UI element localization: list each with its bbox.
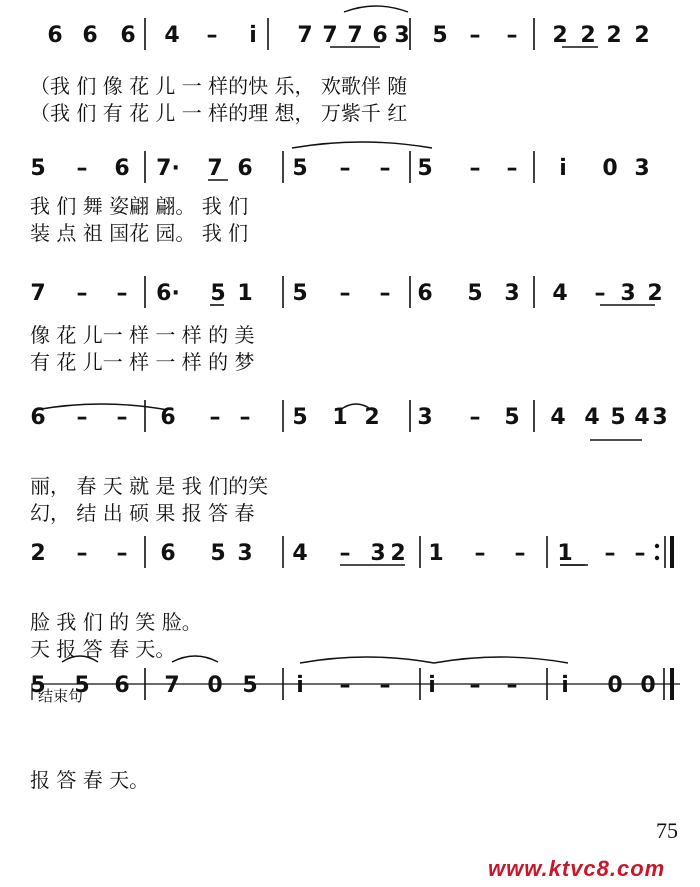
repeat-dot — [655, 556, 659, 560]
note: 5 — [30, 673, 46, 698]
note: 1 — [332, 405, 348, 430]
dash-note: – — [506, 23, 518, 48]
note: 6 — [160, 541, 176, 566]
note: 1 — [237, 281, 253, 306]
dash-note: – — [594, 281, 606, 306]
lyric-line: 我 们 舞 姿翩 翩。 我 们 — [30, 194, 249, 218]
lyric-line: 有 花 儿一 样 一 样 的 梦 — [30, 350, 255, 374]
note: 5 — [74, 673, 90, 698]
note: 5 — [504, 405, 520, 430]
lyric-line: 装 点 祖 国花 园。 我 们 — [30, 221, 249, 245]
note: 4 — [584, 405, 600, 430]
note: 3 — [504, 281, 520, 306]
note: 4 — [634, 405, 650, 430]
note: 2 — [606, 23, 622, 48]
note: 7 — [164, 673, 180, 698]
watermark: www.ktvc8.com — [488, 856, 666, 881]
note: 5 — [292, 281, 308, 306]
note: 3 — [634, 156, 650, 181]
note: 6 — [160, 405, 176, 430]
lyric-line: 天 报 答 春 天。 — [30, 637, 176, 661]
note: 7 — [322, 23, 338, 48]
note: 1 — [428, 541, 444, 566]
lyric-line: （我 们 像 花 儿 一 样的快 乐， 欢歌伴 随 — [30, 74, 408, 98]
dash-note: – — [514, 541, 526, 566]
tie-slur — [300, 657, 434, 663]
dash-note: – — [116, 281, 128, 306]
note: 6 — [120, 23, 136, 48]
dash-note: – — [379, 673, 391, 698]
dash-note: – — [506, 156, 518, 181]
note: 7· — [156, 156, 180, 181]
dash-note: – — [604, 541, 616, 566]
page-number: 75 — [656, 818, 678, 843]
note: 6 — [82, 23, 98, 48]
note: i̇ — [561, 673, 569, 698]
tie-slur — [35, 404, 168, 410]
note: 7 — [207, 156, 223, 181]
note: 3 — [620, 281, 636, 306]
note: 7 — [297, 23, 313, 48]
dash-note: – — [339, 156, 351, 181]
dash-note: – — [379, 156, 391, 181]
dash-note: – — [469, 673, 481, 698]
note: 5 — [242, 673, 258, 698]
note: 0 — [607, 673, 623, 698]
note: 4 — [164, 23, 180, 48]
note: 6 — [237, 156, 253, 181]
dash-note: – — [116, 541, 128, 566]
note: 4 — [552, 281, 568, 306]
note: 2 — [647, 281, 663, 306]
dash-note: – — [76, 156, 88, 181]
tie-slur — [434, 657, 568, 663]
dash-note: – — [339, 541, 351, 566]
lyric-line: 丽， 春 天 就 是 我 们的笑 — [30, 474, 269, 498]
dash-note: – — [634, 541, 646, 566]
note: 1 — [557, 541, 573, 566]
note: 7 — [30, 281, 46, 306]
dash-note: – — [76, 405, 88, 430]
note: 3 — [417, 405, 433, 430]
lyric-line: （我 们 有 花 儿 一 样的理 想， 万紫千 红 — [30, 101, 408, 125]
dash-note: – — [506, 673, 518, 698]
note: 2 — [364, 405, 380, 430]
lyric-line: 脸 我 们 的 笑 脸。 — [30, 610, 202, 634]
ending-label: 结束句 — [38, 687, 84, 705]
note: 6· — [156, 281, 180, 306]
note: 5 — [467, 281, 483, 306]
note: 5 — [417, 156, 433, 181]
repeat-dot — [655, 544, 659, 548]
lyric-line: 报 答 春 天。 — [30, 768, 150, 792]
dash-note: – — [209, 405, 221, 430]
note: 3 — [652, 405, 668, 430]
note: 4 — [292, 541, 308, 566]
note: 7 — [347, 23, 363, 48]
note: 0 — [602, 156, 618, 181]
note: 5 — [292, 156, 308, 181]
note: 3 — [237, 541, 253, 566]
dash-note: – — [339, 673, 351, 698]
note: 4 — [550, 405, 566, 430]
note: 6 — [114, 673, 130, 698]
note: 6 — [47, 23, 63, 48]
tie-slur — [292, 142, 432, 148]
note: 2 — [390, 541, 406, 566]
lyric-line: 幻， 结 出 硕 果 报 答 春 — [30, 501, 255, 525]
note: i̇ — [559, 156, 567, 181]
note: 2 — [580, 23, 596, 48]
dash-note: – — [76, 281, 88, 306]
dash-note: – — [469, 405, 481, 430]
note: 3 — [370, 541, 386, 566]
note: 5 — [210, 281, 226, 306]
dash-note: – — [76, 541, 88, 566]
note: 2 — [30, 541, 46, 566]
lyric-line: 像 花 儿一 样 一 样 的 美 — [30, 323, 255, 347]
note: 6 — [417, 281, 433, 306]
note: 0 — [640, 673, 656, 698]
tie-slur — [172, 656, 218, 662]
dash-note: – — [469, 23, 481, 48]
note: i̇ — [296, 673, 304, 698]
note: i̇ — [249, 23, 257, 48]
dash-note: – — [469, 156, 481, 181]
dash-note: – — [116, 405, 128, 430]
note: 5 — [30, 156, 46, 181]
note: 5 — [292, 405, 308, 430]
note: 5 — [610, 405, 626, 430]
note: 2 — [634, 23, 650, 48]
note: 6 — [114, 156, 130, 181]
dash-note: – — [474, 541, 486, 566]
note: 6 — [30, 405, 46, 430]
note: 5 — [432, 23, 448, 48]
note: 6 — [372, 23, 388, 48]
note: 3 — [394, 23, 410, 48]
tie-slur — [344, 6, 408, 12]
dash-note: – — [239, 405, 251, 430]
dash-note: – — [339, 281, 351, 306]
note: 2 — [552, 23, 568, 48]
note: i̇ — [428, 673, 436, 698]
dash-note: – — [379, 281, 391, 306]
note: 5 — [210, 541, 226, 566]
note: 0 — [207, 673, 223, 698]
dash-note: – — [206, 23, 218, 48]
